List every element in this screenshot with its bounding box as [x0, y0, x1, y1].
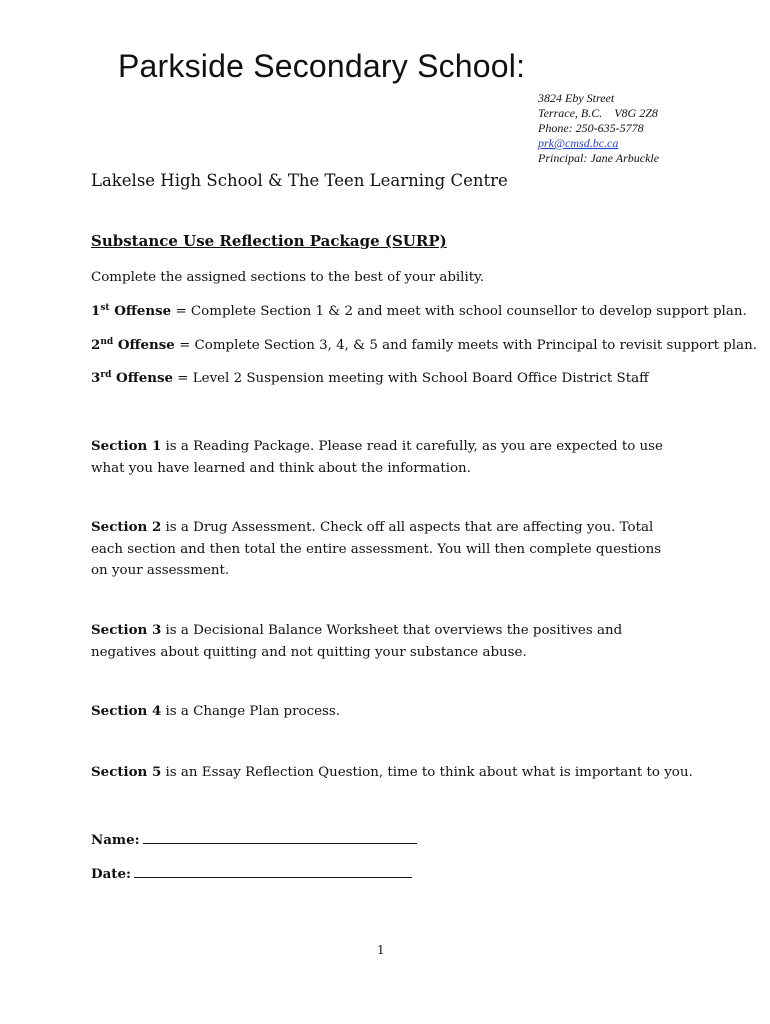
name-label: Name: — [91, 832, 140, 848]
section-1-text: is a Reading Package. Please read it carefully, as you are expected to use what you have learned and think about the information. — [91, 439, 663, 476]
section-4-text: is a Change Plan process. — [161, 704, 341, 719]
section-3-text: is a Decisional Balance Worksheet that overviews the positives and negatives about quitting and not quitting your substance abuse. — [91, 623, 623, 660]
street-address: 3824 Eby Street — [538, 91, 615, 105]
offense-1-number: 1 — [91, 303, 101, 319]
offense-3-text: = Level 2 Suspension meeting with School Board Office District Staff — [173, 371, 649, 386]
phone-number: Phone: 250-635-5778 — [538, 121, 644, 135]
principal-name: Principal: Jane Arbuckle — [538, 151, 660, 165]
offense-2-suffix: nd — [100, 337, 114, 347]
section-2-text: is a Drug Assessment. Check off all aspects that are affecting you. Total each section and then total the entire assessment. You will then complete questions on your assessment. — [91, 520, 662, 578]
section-1-description — [91, 436, 671, 479]
offense-1 — [91, 301, 747, 323]
schools-subtitle: Lakelse High School & The Teen Learning Centre — [91, 171, 508, 190]
instructions-text: Complete the assigned sections to the best of your ability. — [91, 270, 485, 285]
name-input-line[interactable] — [143, 830, 417, 844]
section-4-label: Section 4 — [91, 703, 162, 719]
section-5-description — [91, 762, 731, 784]
offense-1-text: = Complete Section 1 & 2 and meet with school counsellor to develop support plan. — [171, 304, 747, 319]
offense-3-number: 3 — [91, 370, 101, 386]
school-address-block — [538, 91, 659, 166]
offense-3 — [91, 368, 731, 390]
section-5-label: Section 5 — [91, 764, 162, 780]
offense-2-text: = Complete Section 3, 4, & 5 and family meets with Principal to revisit support plan. — [174, 338, 757, 353]
section-3-description — [91, 620, 671, 663]
page-number: 1 — [377, 943, 385, 957]
name-field-row — [91, 830, 731, 852]
date-input-line[interactable] — [134, 864, 412, 878]
email-link[interactable]: prk@cmsd.bc.ca — [538, 136, 619, 150]
offense-2 — [91, 335, 757, 357]
section-5-text: is an Essay Reflection Question, time to think about what is important to you. — [161, 765, 693, 780]
offense-2-number: 2 — [91, 337, 101, 353]
section-3-label: Section 3 — [91, 622, 162, 638]
date-label: Date: — [91, 866, 131, 882]
package-title: Substance Use Reflection Package (SURP) — [91, 232, 447, 250]
city-postal: Terrace, B.C. V8G 2Z8 — [538, 106, 658, 120]
offense-3-suffix: rd — [100, 370, 112, 380]
date-field-row — [91, 864, 731, 886]
section-2-label: Section 2 — [91, 519, 162, 535]
section-2-description — [91, 517, 671, 582]
school-name: Parkside Secondary School: — [118, 48, 526, 84]
offense-1-suffix: st — [100, 303, 110, 313]
section-1-label: Section 1 — [91, 438, 162, 454]
offense-1-label: Offense — [109, 303, 172, 319]
section-4-description — [91, 701, 731, 723]
offense-2-label: Offense — [113, 337, 175, 353]
offense-3-label: Offense — [111, 370, 174, 386]
